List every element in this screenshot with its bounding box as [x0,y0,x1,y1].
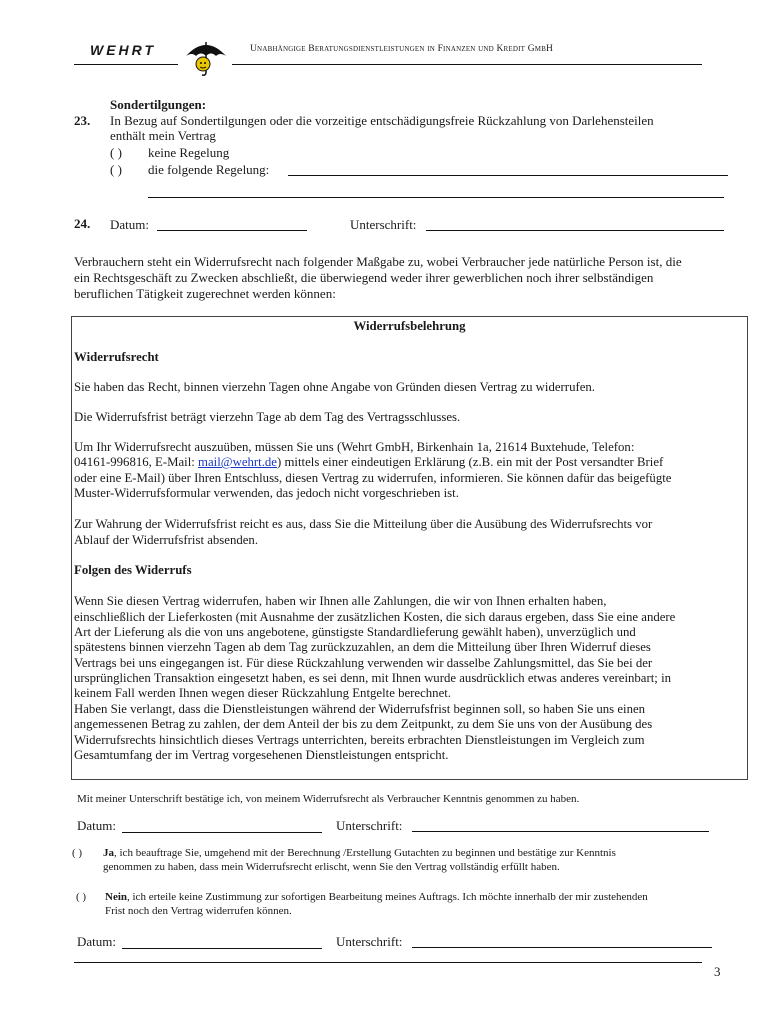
folgen-line-8: Haben Sie verlangt, dass die Dienstleistungen während der Widerrufsfrist beginnen soll, so haben Sie uns einen [74,702,646,716]
confirm-text: Mit meiner Unterschrift bestätige ich, von meinem Widerrufsrecht als Verbraucher Kenntnis genommen zu haben. [77,793,580,805]
widerruf-p3-line-1: Um Ihr Widerrufsrecht auszuüben, müssen Sie uns (Wehrt GmbH, Birkenhain 1a, 21614 Buxtehude, Telefon: [74,440,635,454]
confirm-signature-field[interactable] [412,831,709,832]
widerruf-paragraph-2: Die Widerrufsfrist beträgt vierzehn Tage ab dem Tag des Vertragsschlusses. [74,410,461,424]
intro-line-2: ein Rechtsgeschäft zu Zwecken abschließt, die überwiegend weder ihrer gewerblichen noch ihrer selbständigen [74,270,654,285]
option-keine-regelung-checkbox[interactable]: ( ) [110,145,122,160]
brand-name: WEHRT [90,42,157,58]
option-folgende-regelung-checkbox[interactable]: ( ) [110,162,122,177]
widerruf-paragraph-1: Sie haben das Recht, binnen vierzehn Tagen ohne Angabe von Gründen diesen Vertrag zu widerrufen. [74,380,596,394]
folgen-line-7: keinem Fall werden Ihnen wegen dieser Rückzahlung Entgelte berechnet. [74,686,452,700]
section-23-number: 23. [74,113,91,128]
widerruf-p3-line-2 [74,455,744,471]
folgen-line-2: einschließlich der Lieferkosten (mit Ausnahme der zusätzlichen Kosten, die sich daraus ergeben, dass Sie eine andere [74,610,676,624]
final-signature-field[interactable] [412,947,712,948]
folgen-heading: Folgen des Widerrufs [74,563,192,577]
confirm-signature-label: Unterschrift: [336,818,403,833]
choice-ja-label: Ja [103,847,114,859]
widerruf-title: Widerrufsbelehrung [353,319,466,333]
email-link[interactable]: mail@wehrt.de [198,455,277,469]
confirm-date-label: Datum: [77,818,116,833]
final-signature-label: Unterschrift: [336,934,403,949]
company-tagline: Unabhängige Beratungsdienstleistungen in Finanzen und Kredit GmbH [250,44,554,54]
page-number: 3 [714,964,721,979]
folgen-line-3: Art der Lieferung als die von uns angebotene, günstigste Standardlieferung gewählt haben), unverzüglich und [74,625,636,639]
section-24-signature-field[interactable] [426,230,724,231]
folgen-line-10: Widerrufsrechts hinsichtlich dieses Vertrags unterrichten, bereits erbrachten Dienstleistungen im Vergleich zum [74,733,645,747]
widerruf-p4-line-1: Zur Wahrung der Widerrufsfrist reicht es aus, dass Sie die Mitteilung über die Ausübung des Widerrufsrechts vor [74,517,653,531]
choice-nein-line-2: Frist noch den Vertrag widerrufen können. [105,905,292,917]
choice-nein-text: , ich erteile keine Zustimmung zur sofortigen Bearbeitung meines Auftrags. Ich möchte innerhalb der mir zustehenden [127,891,648,903]
folgen-line-4: spätestens binnen vierzehn Tagen ab dem Tag zurückzuzahlen, an dem die Mitteilung über Ihren Widerruf dieses [74,640,651,654]
section-24-number: 24. [74,216,91,231]
widerruf-p4-line-2: Ablauf der Widerrufsfrist absenden. [74,533,259,547]
option-folgende-regelung-label: die folgende Regelung: [148,162,270,177]
header-rule-left [74,64,178,65]
folgen-line-11: Gesamtumfang der im Vertrag vorgesehenen Dienstleistungen entspricht. [74,748,449,762]
folgen-line-5: Vertrags bei uns eingegangen ist. Für diese Rückzahlung verwenden wir dasselbe Zahlungsmittel, das Sie bei der [74,656,653,670]
section-23-question-line2: enthält mein Vertrag [110,128,216,143]
choice-ja-checkbox[interactable]: ( ) [72,847,83,859]
widerruf-p3-line-2-post: ) mittels einer eindeutigen Erklärung (z.B. ein mit der Post versandter Brief [277,455,664,469]
regelung-input-line-2[interactable] [148,197,724,198]
section-24-date-label: Datum: [110,217,149,232]
confirm-date-field[interactable] [122,832,322,833]
widerruf-p3-line-3: oder eine E-Mail) über Ihren Entschluss, diesen Vertrag zu widerrufen, informieren. Sie können dafür das beigefügte [74,471,672,485]
widerruf-p3-line-2-pre: 04161-996816, E-Mail: [74,455,199,469]
footer-rule [74,962,702,963]
option-keine-regelung-label: keine Regelung [148,145,230,160]
section-24-signature-label: Unterschrift: [350,217,417,232]
folgen-line-6: ursprünglichen Transaktion eingesetzt haben, es sei denn, mit Ihnen wurde ausdrücklich etwas anderes vereinbart; in [74,671,672,685]
widerruf-p3-line-4: Muster-Widerrufsformular verwenden, das jedoch nicht vorgeschrieben ist. [74,486,459,500]
final-date-label: Datum: [77,934,116,949]
umbrella-logo-icon [182,38,230,78]
folgen-line-1: Wenn Sie diesen Vertrag widerrufen, haben wir Ihnen alle Zahlungen, die wir von Ihnen erhalten haben, [74,594,607,608]
choice-nein-label: Nein [105,891,127,903]
intro-line-1: Verbrauchern steht ein Widerrufsrecht nach folgender Maßgabe zu, wobei Verbraucher jede natürliche Person ist, die [74,254,682,269]
widerrufsrecht-heading: Widerrufsrecht [74,350,159,364]
section-23-heading: Sondertilgungen: [110,97,207,112]
choice-ja-line-2: genommen zu haben, dass mein Widerrufsrecht erlischt, wenn Sie den Vertrag vollständig erfüllt haben. [103,861,560,873]
choice-ja-text: , ich beauftrage Sie, umgehend mit der Berechnung /Erstellung Gutachten zu beginnen und bestätige zur Kenntnis [114,847,616,859]
folgen-line-9: angemessenen Betrag zu zahlen, der dem Anteil der bis zu dem Zeitpunkt, zu dem Sie uns von der Ausübung des [74,717,653,731]
final-date-field[interactable] [122,948,322,949]
section-23-question-line1: In Bezug auf Sondertilgungen oder die vorzeitige entschädigungsfreie Rückzahlung von Darlehensteilen [110,113,654,128]
section-24-date-field[interactable] [157,230,307,231]
choice-nein-line-1 [105,890,648,904]
choice-ja-line-1 [103,846,616,860]
intro-line-3: beruflichen Tätigkeit zugerechnet werden können: [74,286,336,301]
regelung-input-line-1[interactable] [288,175,728,176]
choice-nein-checkbox[interactable]: ( ) [76,891,87,903]
header-rule-right [232,64,702,65]
